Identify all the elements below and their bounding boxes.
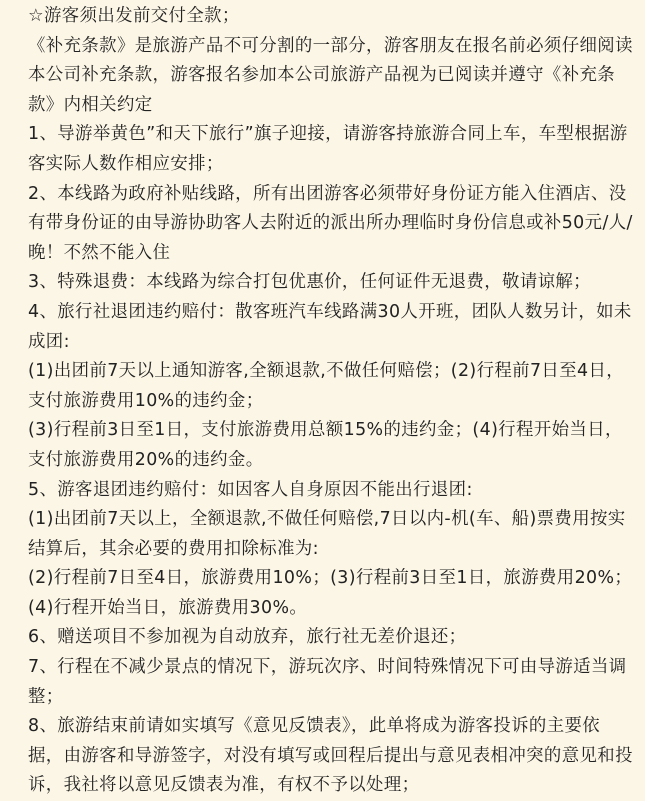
clause-5-tourist-cancellation: 5、游客退团违约赔付：如因客人自身原因不能出行退团: (28, 479, 473, 500)
clause-7-itinerary-adjustment: 7、行程在不减少景点的情况下，游玩次序、时间特殊情况下可由导游适当调整； (28, 657, 627, 707)
clause-5-item-2-4: (2)行程前7日至4日，旅游费用10%；(3)行程前3日至1日，旅游费用20%；(4)行程开始当日，旅游费用30%。 (28, 568, 633, 618)
clause-3-special-refund: 3、特殊退费：本线路为综合打包优惠价，任何证件无退费，敬请谅解； (28, 272, 591, 293)
clause-4-item-3-4: (3)行程前3日至1日，支付旅游费用总额15%的违约金；(4)行程开始当日，支付旅游费用20%的违约金。 (28, 420, 623, 470)
clause-4-item-1-2: (1)出团前7天以上通知游客,全额退款,不做任何赔偿；(2)行程前7日至4日，支付旅游费用10%的违约金； (28, 361, 625, 411)
clause-2-id-requirement: 2、本线路为政府补贴线路，所有出团游客必须带好身份证方能入住酒店、没有带身份证的由导游协助客人去附近的派出所办理临时身份信息或补50元/人/晚！不然不能入住 (28, 183, 633, 263)
clause-5-item-1: (1)出团前7天以上，全额退款,不做任何赔偿,7日以内-机(车、船)票费用按实结算后，其余必要的费用扣除标准为: (28, 509, 626, 559)
full-payment-note: ☆游客须出发前交付全款； (28, 6, 240, 26)
clause-1-guide-pickup: 1、导游举黄色”和天下旅行”旗子迎接，请游客持旅游合同上车，车型根据游客实际人数作相应安排； (28, 124, 628, 174)
clause-6-gift-items: 6、赠送项目不参加视为自动放弃，旅行社无差价退还； (28, 627, 467, 648)
clause-4-agency-cancellation: 4、旅行社退团违约赔付：散客班汽车线路满30人开班，团队人数另计，如未成团: (28, 301, 632, 352)
supplementary-terms-intro: 《补充条款》是旅游产品不可分割的一部分，游客朋友在报名前必须仔细阅读本公司补充条款，游客报名参加本公司旅游产品视为已阅读并遵守《补充条款》内相关约定 (28, 35, 633, 115)
clause-8-feedback-form: 8、旅游结束前请如实填写《意见反馈表》，此单将成为游客投诉的主要依据，由游客和导游签字，对没有填写或回程后提出与意见表相冲突的意见和投诉，我社将以意见反馈表为准，有权不予以处理； (28, 716, 633, 796)
